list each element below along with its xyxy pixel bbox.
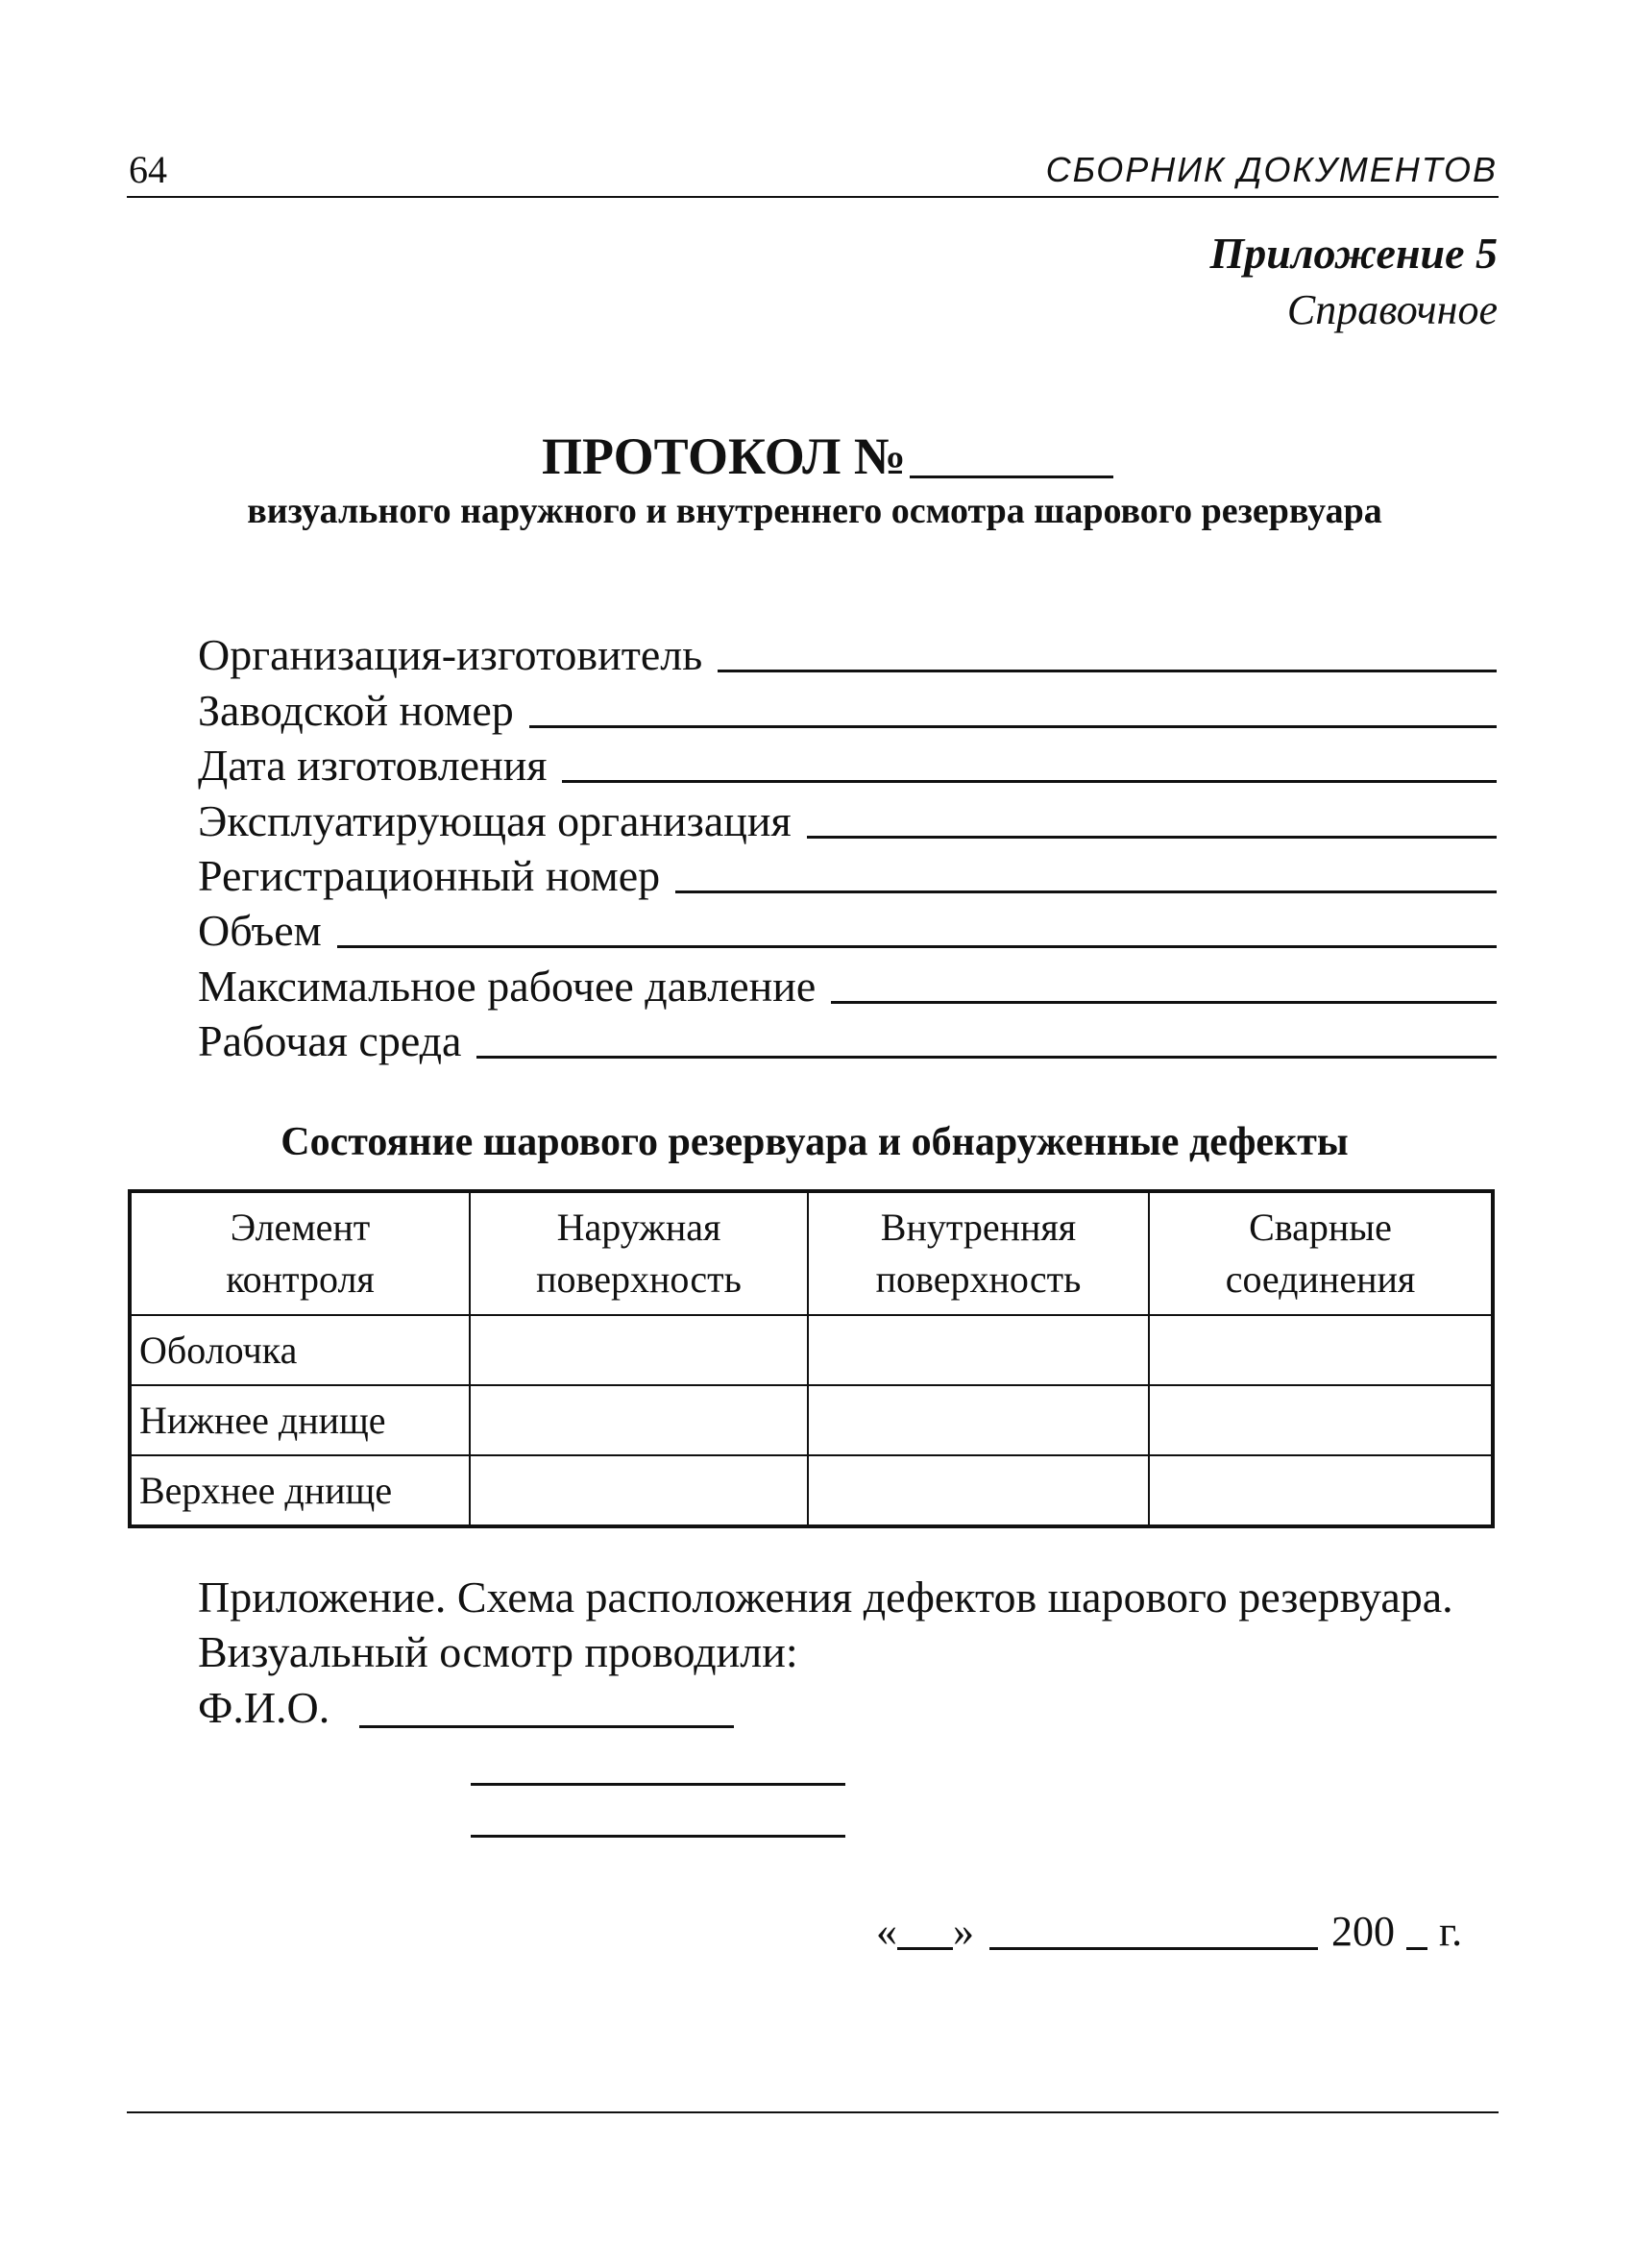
footer-rule (127, 2111, 1499, 2113)
table-cell[interactable] (470, 1455, 808, 1526)
protocol-number-blank[interactable] (910, 476, 1113, 478)
field-operating-organization (198, 793, 1497, 848)
date-month-blank[interactable] (989, 1947, 1318, 1950)
field-label: Организация-изготовитель (198, 630, 703, 679)
column-header: Сварные соединения (1149, 1191, 1493, 1315)
field-blank-line[interactable] (718, 670, 1497, 672)
field-blank-line[interactable] (831, 1001, 1497, 1004)
date-line (876, 1900, 1462, 1962)
table-row (130, 1385, 1493, 1455)
defects-table (128, 1189, 1495, 1528)
field-blank-line[interactable] (807, 836, 1497, 839)
signature-line[interactable] (471, 1783, 845, 1786)
field-label: Объем (198, 906, 322, 955)
field-registration-number (198, 847, 1497, 903)
column-header: Наружная поверхность (470, 1191, 808, 1315)
column-header: Элемент контроля (130, 1191, 470, 1315)
row-label: Нижнее днище (130, 1385, 470, 1455)
field-working-medium (198, 1012, 1497, 1068)
table-cell[interactable] (1149, 1455, 1493, 1526)
defects-section-title: Состояние шарового резервуара и обнаруженные дефекты (280, 1120, 1349, 1164)
date-open-quote: « (876, 1908, 897, 1955)
field-blank-line[interactable] (562, 780, 1497, 783)
table-row (130, 1455, 1493, 1526)
inspectors-label: Визуальный осмотр проводили: (198, 1627, 798, 1676)
date-day-blank[interactable] (897, 1947, 953, 1950)
field-label: Максимальное рабочее давление (198, 962, 817, 1011)
field-blank-line[interactable] (675, 890, 1497, 893)
table-cell[interactable] (808, 1455, 1149, 1526)
table-cell[interactable] (1149, 1385, 1493, 1455)
header-rule (127, 196, 1499, 198)
attachment-note: Приложение. Схема расположения дефектов шарового резервуара. (198, 1573, 1453, 1622)
field-max-working-pressure (198, 958, 1497, 1013)
table-cell[interactable] (808, 1385, 1149, 1455)
field-manufacture-date (198, 737, 1497, 793)
table-cell[interactable] (808, 1315, 1149, 1385)
running-head: СБОРНИК ДОКУМЕНТОВ (1045, 150, 1498, 189)
table-cell[interactable] (1149, 1315, 1493, 1385)
table-header-row (130, 1191, 1493, 1315)
field-label: Дата изготовления (198, 741, 548, 790)
field-blank-line[interactable] (476, 1056, 1497, 1059)
field-serial-number (198, 682, 1497, 738)
appendix-type: Справочное (1286, 286, 1498, 333)
date-close-quote: » (953, 1908, 974, 1955)
date-year-prefix: 200 (1331, 1908, 1395, 1955)
field-blank-line[interactable] (529, 725, 1497, 728)
page-number: 64 (129, 148, 167, 191)
field-label: Регистрационный номер (198, 851, 661, 900)
table-row (130, 1315, 1493, 1385)
protocol-title-text: ПРОТОКОЛ № (542, 427, 907, 485)
name-label: Ф.И.О. (198, 1683, 330, 1732)
field-volume (198, 902, 1497, 958)
field-label: Эксплуатирующая организация (198, 796, 792, 845)
protocol-subtitle: визуального наружного и внутреннего осмотра шарового резервуара (247, 491, 1382, 531)
column-header: Внутренняя поверхность (808, 1191, 1149, 1315)
field-label: Рабочая среда (198, 1016, 462, 1065)
field-label: Заводской номер (198, 686, 514, 735)
table-cell[interactable] (470, 1315, 808, 1385)
date-suffix: г. (1439, 1908, 1463, 1955)
date-year-blank[interactable] (1406, 1947, 1427, 1950)
row-label: Оболочка (130, 1315, 470, 1385)
signature-line[interactable] (359, 1725, 734, 1728)
row-label: Верхнее днище (130, 1455, 470, 1526)
appendix-label: Приложение 5 (1209, 229, 1498, 278)
field-blank-line[interactable] (337, 945, 1497, 948)
signature-line[interactable] (471, 1835, 845, 1838)
field-manufacturer (198, 626, 1497, 682)
protocol-title (542, 425, 1113, 488)
table-cell[interactable] (470, 1385, 808, 1455)
